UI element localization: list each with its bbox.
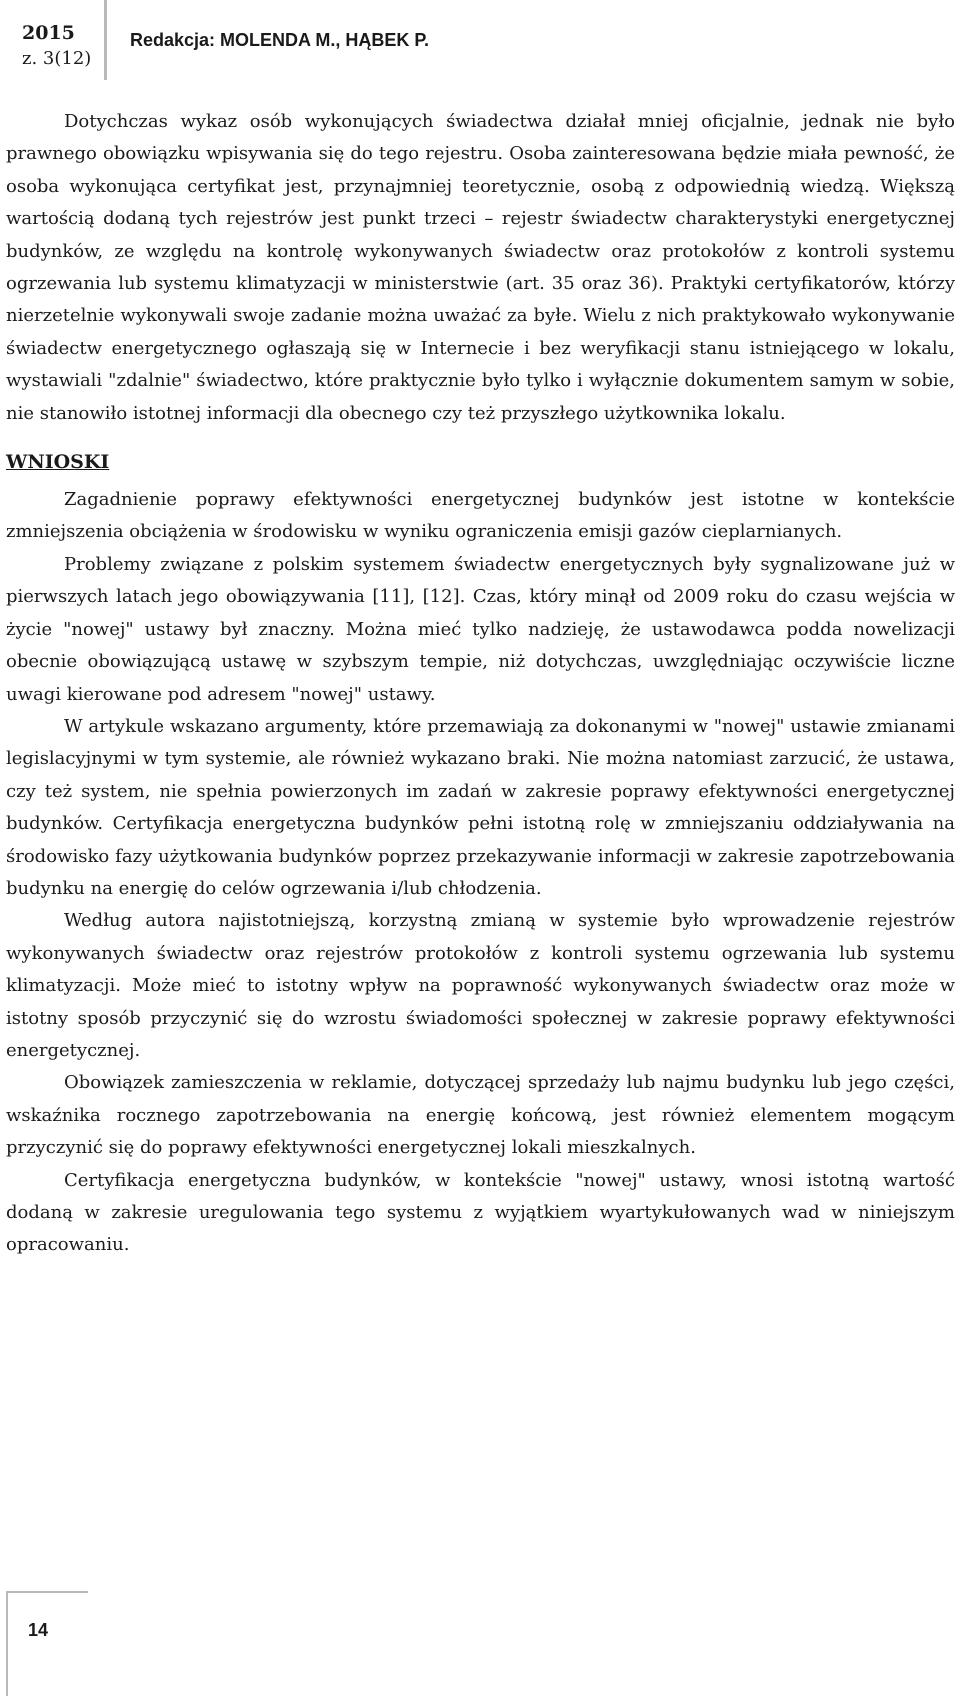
footer-rule-top xyxy=(6,1591,88,1593)
header-divider xyxy=(104,0,107,80)
paragraph-registers: Dotychczas wykaz osób wykonujących świadectwa działał mniej oficjalnie, jednak nie było prawnego obowiązku wpisywania się do tego rejestru. Osoba zainteresowana będzie miała pewność, że osoba wykonująca certyfikat jest, przynajmniej teoretycznie, osobą z odpowiednią wiedzą. Większą wartością dodaną tych rejestrów jest punkt trzeci – rejestr świadectw charakterystyki energetycznej budynków, ze względu na kontrolę wykonywanych świadectw oraz protokołów z kontroli systemu ogrzewania lub systemu klimatyzacji w ministerstwie (art. 35 oraz 36). Praktyki certyfikatorów, którzy nierzetelnie wykonywali swoje zadanie można uważać za byłe. Wielu z nich praktykowało wykonywanie świadectw energetycznego ogłaszają się w Internecie i bez weryfikacji stanu istniejącego w lokalu, wystawiali "zdalnie" świadectwo, które praktycznie było tylko i wyłącznie dokumentem samym w sobie, nie stanowiło istotnej informacji dla obecnego czy też przyszłego użytkownika lokalu. xyxy=(6,111,955,424)
journal-issue: z. 3(12) xyxy=(22,48,92,69)
page-number: 14 xyxy=(28,1620,49,1640)
paragraph-conclusion-6: Certyfikacja energetyczna budynków, w kontekście "nowej" ustawy, wnosi istotną wartość dodaną w zakresie uregulowania tego systemu z wyjątkiem wyartykułowanych wad w niniejszym opracowaniu. xyxy=(6,1169,955,1256)
paragraph-conclusion-1: Zagadnienie poprawy efektywności energetycznej budynków jest istotne w kontekście zmniejszenia obciążenia w środowisku w wyniku ograniczenia emisji gazów cieplarnianych. xyxy=(6,489,955,543)
journal-year: 2015 xyxy=(22,22,75,44)
footer-rule-left xyxy=(6,1591,8,1696)
article-body xyxy=(6,106,955,1262)
paragraph-conclusion-4: Według autora najistotniejszą, korzystną zmianą w systemie było wprowadzenie rejestrów wykonywanych świadectw oraz rejestrów protokołów z kontroli systemu ogrzewania lub systemu klimatyzacji. Może mieć to istotny wpływ na poprawność wykonywanych świadectw oraz może w istotny sposób przyczynić się do wzrostu świadomości społecznej w zakresie poprawy efektywności energetycznej. xyxy=(6,910,955,1061)
paragraph-conclusion-2: Problemy związane z polskim systemem świadectw energetycznych były sygnalizowane już w pierwszych latach jego obowiązywania [11], [12]. Czas, który minął od 2009 roku do czasu wejścia w życie "nowej" ustawy był znaczny. Można mieć tylko nadzieję, że ustawodawca podda nowelizacji obecnie obowiązującą ustawę w szybszym tempie, niż dotychczas, uwzględniając oczywiście liczne uwagi kierowane pod adresem "nowej" ustawy. xyxy=(6,553,955,705)
paragraph-conclusion-3: W artykule wskazano argumenty, które przemawiają za dokonanymi w "nowej" ustawie zmianami legislacyjnymi w tym systemie, ale również wykazano braki. Nie można natomiast zarzucić, że ustawa, czy też system, nie spełnia powierzonych im zadań w zakresie poprawy efektywności energetycznej budynków. Certyfikacja energetyczna budynków pełni istotną rolę w zmniejszaniu oddziaływania na środowisko fazy użytkowania budynków poprzez przekazywanie informacji w zakresie zapotrzebowania budynku na energię do celów ogrzewania i/lub chłodzenia. xyxy=(6,715,955,899)
editors-line: Redakcja: MOLENDA M., HĄBEK P. xyxy=(130,30,430,50)
paragraph-conclusion-5: Obowiązek zamieszczenia w reklamie, dotyczącej sprzedaży lub najmu budynku lub jego części, wskaźnika rocznego zapotrzebowania na energię końcową, jest również elementem mogącym przyczynić się do poprawy efektywności energetycznej lokali mieszkalnych. xyxy=(6,1072,955,1159)
section-heading-conclusions: WNIOSKI xyxy=(6,451,110,474)
